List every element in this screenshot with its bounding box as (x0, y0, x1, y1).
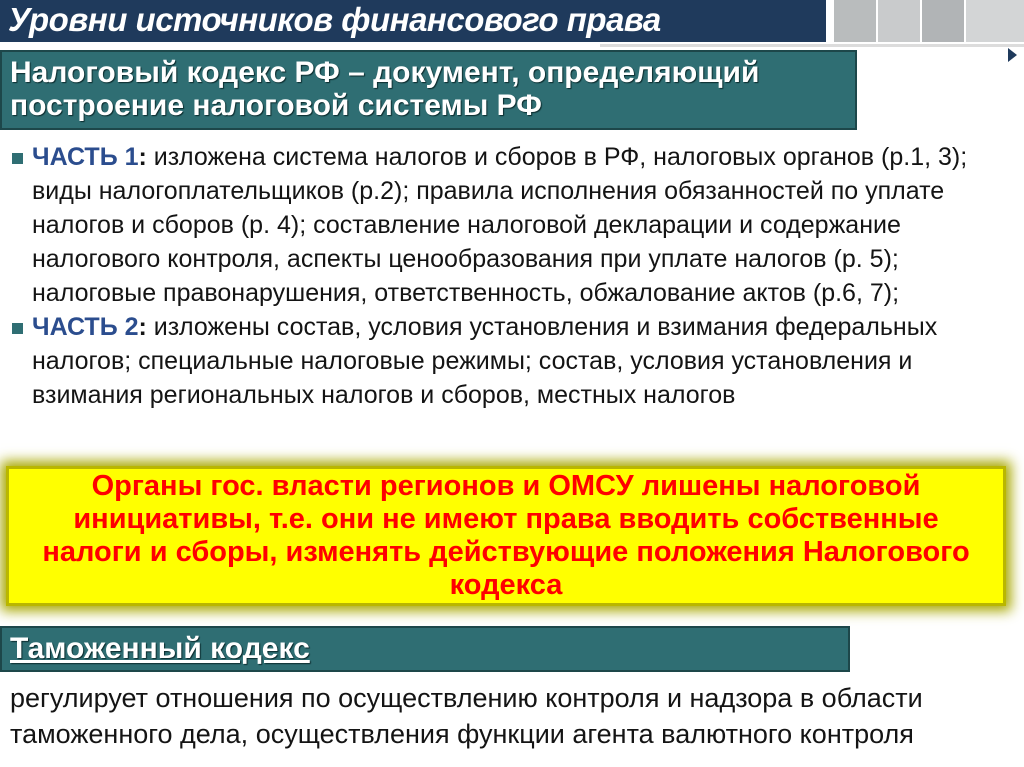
arrow-right-icon (1008, 48, 1017, 62)
tax-code-header (0, 50, 857, 130)
slide-title: Уровни источников финансового права (8, 1, 661, 38)
deco-square (922, 0, 964, 42)
part1-text: изложена система налогов и сборов в РФ, налоговых органов (р.1, 3); виды налогоплательщиков (р.2); правила исполнения обязанностей по уплате налогов и сборов (р. 4); составление налоговой декларации и содержание налогового контроля, аспекты ценообразования при уплате налогов (р. 5); налоговые правонарушения, ответственность, обжалование актов (р.6, 7); (32, 143, 968, 307)
customs-code-header (0, 626, 850, 672)
customs-code-text: регулирует отношения по осуществлению контроля и надзора в области таможенного дела, осуществления функции агента валютного контроля (10, 683, 923, 749)
notice-text: Органы гос. власти регионов и ОМСУ лишены налоговой инициативы, т.е. они не имеют права вводить собственные налоги и сборы, изменять действующие положения Налогового кодекса (42, 470, 970, 601)
decorative-squares (834, 0, 1024, 42)
part2-label: ЧАСТЬ 2 (32, 313, 139, 341)
deco-square (834, 0, 876, 42)
tax-code-parts (10, 140, 1015, 412)
part1-colon: : (138, 143, 147, 171)
part1-paragraph (10, 140, 1015, 310)
title-bar (0, 0, 826, 42)
part2-colon: : (138, 313, 147, 341)
bullet-square-icon (12, 323, 23, 334)
notice-box (6, 466, 1006, 606)
tax-code-header-text: Налоговый кодекс РФ – документ, определяющий построение налоговой системы РФ (10, 56, 760, 122)
part2-text: изложены состав, условия установления и взимания федеральных налогов; специальные налоговые режимы; состав, условия установления и взимания региональных налогов и сборов, местных налогов (32, 313, 938, 409)
customs-code-header-text: Таможенный кодекс (10, 632, 310, 665)
bullet-square-icon (12, 153, 23, 164)
part1-label: ЧАСТЬ 1 (32, 143, 139, 171)
deco-square (966, 0, 1024, 42)
part2-paragraph (10, 310, 1015, 412)
divider-line (600, 44, 1024, 47)
deco-square (878, 0, 920, 42)
